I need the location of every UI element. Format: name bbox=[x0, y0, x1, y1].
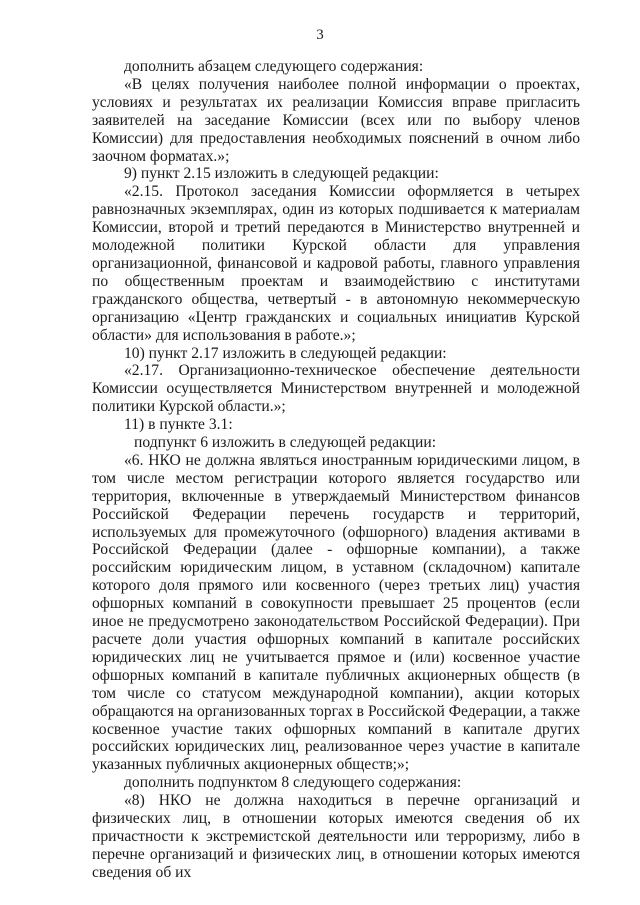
paragraph-item-9-heading: 9) пункт 2.15 изложить в следующей редакции: bbox=[124, 165, 439, 183]
page-number: 3 bbox=[316, 27, 324, 43]
paragraph-item-10-heading: 10) пункт 2.17 изложить в следующей редакции: bbox=[124, 344, 447, 362]
paragraph-subitem-8-text: «8) НКО не должна находиться в перечне организаций и физических лиц, в отношении которых имеются сведения об их причастности к экстремистской деятельности или терроризму, либо в перечне организаций и физических лиц, в отношении которых имеются сведения об их bbox=[92, 792, 580, 881]
paragraph-clause-2-15: «2.15. Протокол заседания Комиссии оформляется в четырех равнозначных экземплярах, один из которых подшивается к материалам Комиссии, второй и третий передаются в Министерство внутренней и молодежной политики Курской области для управления организационной, финансовой и кадровой работы, главного управления по общественным проектам и взаимодействию с институтами гражданского общества, четвертый - в автономную некоммерческую организацию «Центр гражданских и социальных инициатив Курской области» для использования в работе.»; bbox=[92, 183, 580, 344]
paragraph-subitem-8-heading: дополнить подпунктом 8 следующего содержания: bbox=[124, 774, 462, 792]
paragraph-add-paragraph-intro: дополнить абзацем следующего содержания: bbox=[124, 58, 424, 75]
paragraph-subitem-6-text: «6. НКО не должна являться иностранным юридическими лицом, в том числе местом регистрации которого является государство или территория, включенные в утверждаемый Министерством финансов Российской Федерации перечень государств и территорий, используемых для промежуточного (офшорного) владения активами в Российской Федерации (далее - офшорные компании), а также российским юридическим лицом, в уставном (складочном) капитале которого доля прямого или косвенного (через третьих лиц) участия офшорных компаний в совокупности превышает 25 процентов (если иное не предусмотрено законодательством Российской Федерации). При расчете доли участия офшорных компаний в капитале российских юридических лиц не учитывается прямое и (или) косвенное участие офшорных компаний в капитале публичных акционерных обществ (в том числе со статусом международной компании), акции которых обращаются на организованных торгах в Российской Федерации, а также косвенное участие таких офшорных компаний в капитале других российских юридических лиц, реализованное через участие в капитале указанных публичных акционерных обществ;»; bbox=[92, 451, 580, 774]
paragraph-subitem-6-heading: подпункт 6 изложить в следующей редакции: bbox=[134, 434, 437, 452]
document-body bbox=[92, 58, 580, 882]
paragraph-clause-2-17: «2.17. Организационно-техническое обеспечение деятельности Комиссии осуществляется Министерством внутренней и молодежной политики Курской области.»; bbox=[92, 362, 580, 416]
paragraph-commission-invitation: «В целях получения наиболее полной информации о проектах, условиях и результатах их реализации Комиссия вправе пригласить заявителей на заседание Комиссии (всех или по выбору членов Комиссии) для предоставления необходимых пояснений в очном либо заочном форматах.»; bbox=[92, 75, 580, 165]
paragraph-item-11-heading: 11) в пункте 3.1: bbox=[124, 416, 233, 434]
